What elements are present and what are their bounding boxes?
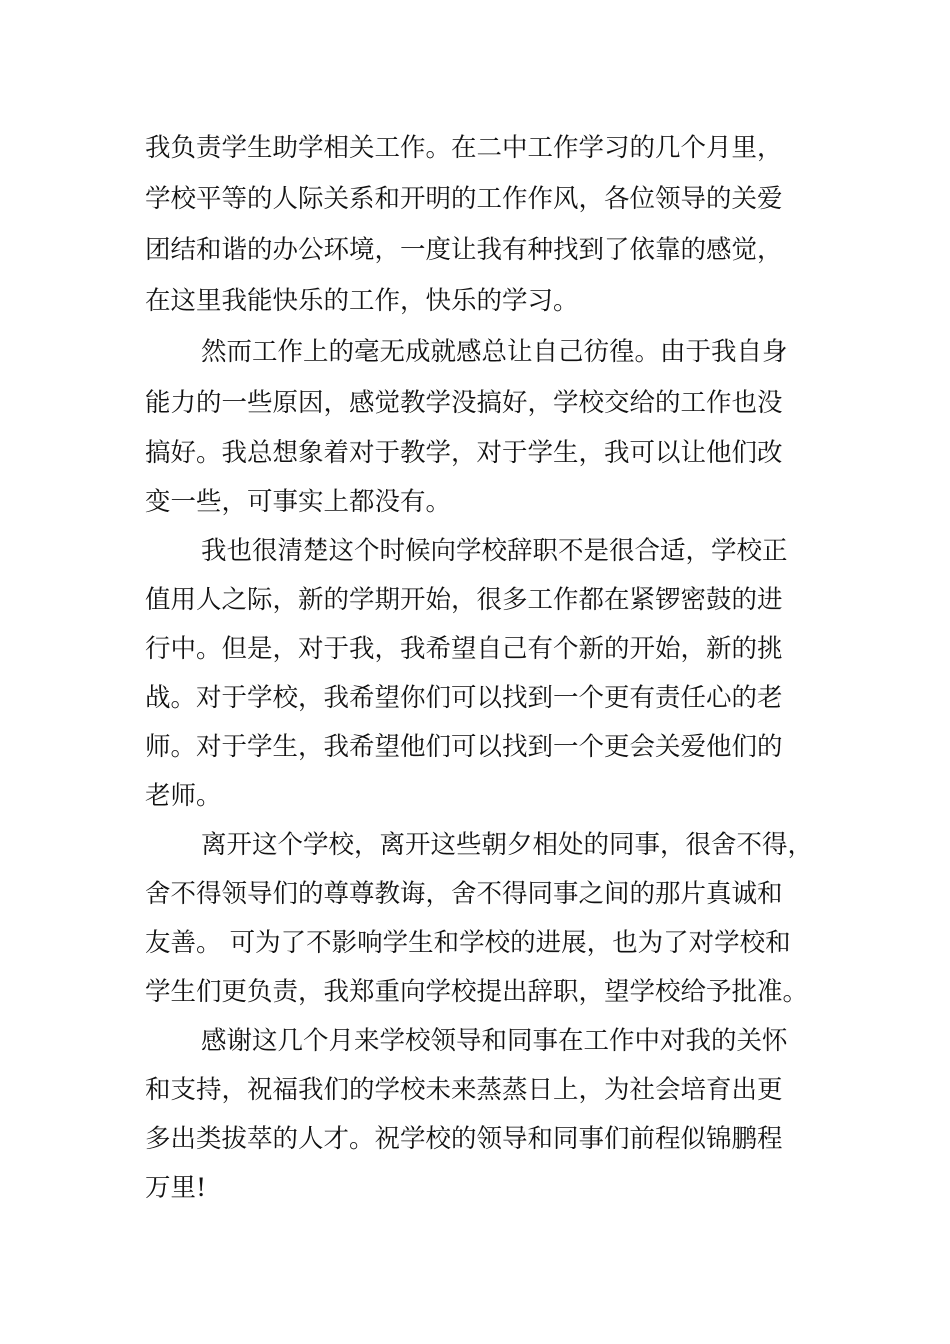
paragraph-first-line: 我也很清楚这个时候向学校辞职不是很合适，学校正 — [201, 536, 788, 566]
text-line: 多出类拔萃的人才。祝学校的领导和同事们前程似锦鹏程 — [145, 1124, 783, 1154]
text-line: 我负责学生助学相关工作。在二中工作学习的几个月里， — [145, 133, 783, 163]
text-line: 变一些，可事实上都没有。 — [145, 487, 452, 517]
text-line: 师。对于学生，我希望他们可以找到一个更会关爱他们的 — [145, 732, 783, 762]
text-line: 学校平等的人际关系和开明的工作作风，各位领导的关爱 — [145, 184, 783, 214]
paragraph-first-line: 离开这个学校，离开这些朝夕相处的同事，很舍不得， — [201, 830, 814, 860]
text-line: 友善。 可为了不影响学生和学校的进展，也为了对学校和 — [145, 928, 791, 958]
text-line: 老师。 — [145, 781, 222, 811]
text-line: 能力的一些原因，感觉教学没搞好，学校交给的工作也没 — [145, 388, 783, 418]
text-line: 在这里我能快乐的工作，快乐的学习。 — [145, 286, 579, 316]
text-line: 搞好。我总想象着对于教学，对于学生，我可以让他们改 — [145, 438, 783, 468]
text-line: 团结和谐的办公环境，一度让我有种找到了依靠的感觉， — [145, 235, 783, 265]
text-line: 学生们更负责，我郑重向学校提出辞职，望学校给予批准。 — [145, 977, 809, 1007]
text-line: 行中。但是，对于我，我希望自己有个新的开始，新的挑 — [145, 634, 783, 664]
paragraph-first-line: 感谢这几个月来学校领导和同事在工作中对我的关怀 — [201, 1026, 788, 1056]
paragraph-first-line: 然而工作上的毫无成就感总让自己彷徨。由于我自身 — [201, 337, 788, 367]
text-line: 万里! — [145, 1173, 207, 1203]
text-line: 战。对于学校，我希望你们可以找到一个更有责任心的老 — [145, 683, 783, 713]
text-line: 值用人之际，新的学期开始，很多工作都在紧锣密鼓的进 — [145, 585, 783, 615]
text-line: 和支持，祝福我们的学校未来蒸蒸日上，为社会培育出更 — [145, 1075, 783, 1105]
text-line: 舍不得领导们的尊尊教诲，舍不得同事之间的那片真诚和 — [145, 879, 783, 909]
